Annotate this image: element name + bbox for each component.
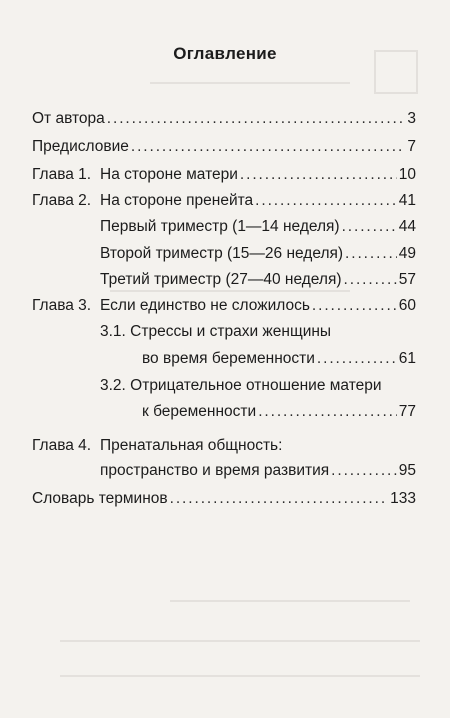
- toc-entry-label: На стороне пренейта: [100, 192, 254, 209]
- toc-leader-dots: [331, 462, 397, 480]
- toc-entry-label: к беременности: [142, 403, 257, 420]
- toc-leader-dots: [342, 218, 397, 236]
- toc-heading: Оглавление: [173, 44, 277, 63]
- toc-entry-page: 7: [407, 138, 416, 155]
- toc-entry-label: Словарь терминов: [32, 490, 168, 507]
- toc-entry-label: Второй триместр (15—26 неделя): [100, 245, 344, 262]
- toc-entry-label: На стороне матери: [100, 166, 238, 183]
- toc-entry: [100, 245, 416, 265]
- toc-entry: [100, 403, 416, 423]
- toc-entry-page: 44: [398, 218, 416, 235]
- toc-leader-dots: [317, 350, 397, 368]
- toc-entry: [32, 437, 416, 457]
- toc-entry: [32, 138, 416, 158]
- toc-chapter-number: Глава 2.: [32, 192, 92, 209]
- toc-entry-page: 49: [398, 245, 416, 262]
- toc-entry-page: 41: [398, 192, 416, 209]
- toc-leader-dots: [258, 403, 397, 421]
- toc-entry-label: 3.1. Стрессы и страхи женщины: [100, 323, 332, 340]
- toc-entry: [32, 166, 416, 186]
- toc-entry-page: 10: [398, 166, 416, 183]
- toc-entry-label: Пренатальная общность:: [100, 437, 283, 454]
- toc-entry: [32, 297, 416, 317]
- toc-entry-page: 95: [398, 462, 416, 479]
- toc-entry-page: 61: [398, 350, 416, 367]
- toc-entry: [100, 218, 416, 238]
- toc-entry-page: 60: [398, 297, 416, 314]
- toc-entry-page: 133: [390, 490, 416, 507]
- toc-leader-dots: [240, 166, 397, 184]
- toc-entry-label: Предисловие: [32, 138, 129, 155]
- toc-entry: [100, 271, 416, 291]
- toc-entry-label: От автора: [32, 110, 105, 127]
- toc-entry: [32, 192, 416, 212]
- toc-entry-label: Если единство не сложилось: [100, 297, 310, 314]
- toc-entry: [100, 462, 416, 482]
- toc-leader-dots: [170, 490, 389, 508]
- toc-leader-dots: [131, 138, 406, 156]
- toc-entry-label: во время беременности: [142, 350, 315, 367]
- toc-entry-page: 57: [398, 271, 416, 288]
- toc-chapter-number: Глава 1.: [32, 166, 92, 183]
- toc-chapter-number: Глава 3.: [32, 297, 92, 314]
- toc-entry-label: пространство и время развития: [100, 462, 330, 479]
- toc-leader-dots: [344, 271, 397, 289]
- toc-entry: [32, 490, 416, 510]
- toc-entry: [100, 350, 416, 370]
- toc-entry: [100, 323, 416, 343]
- toc-leader-dots: [345, 245, 397, 263]
- toc-entry-label: Третий триместр (27—40 неделя): [100, 271, 342, 288]
- toc-entry-page: 3: [407, 110, 416, 127]
- toc-entry-page: 77: [398, 403, 416, 420]
- toc-entry-label: 3.2. Отрицательное отношение матери: [100, 377, 382, 394]
- toc-entry: [32, 110, 416, 130]
- toc-chapter-number: Глава 4.: [32, 437, 92, 454]
- toc-entry: [100, 377, 416, 397]
- toc-leader-dots: [312, 297, 397, 315]
- toc-entry-label: Первый триместр (1—14 неделя): [100, 218, 340, 235]
- toc-leader-dots: [255, 192, 397, 210]
- toc-leader-dots: [107, 110, 406, 128]
